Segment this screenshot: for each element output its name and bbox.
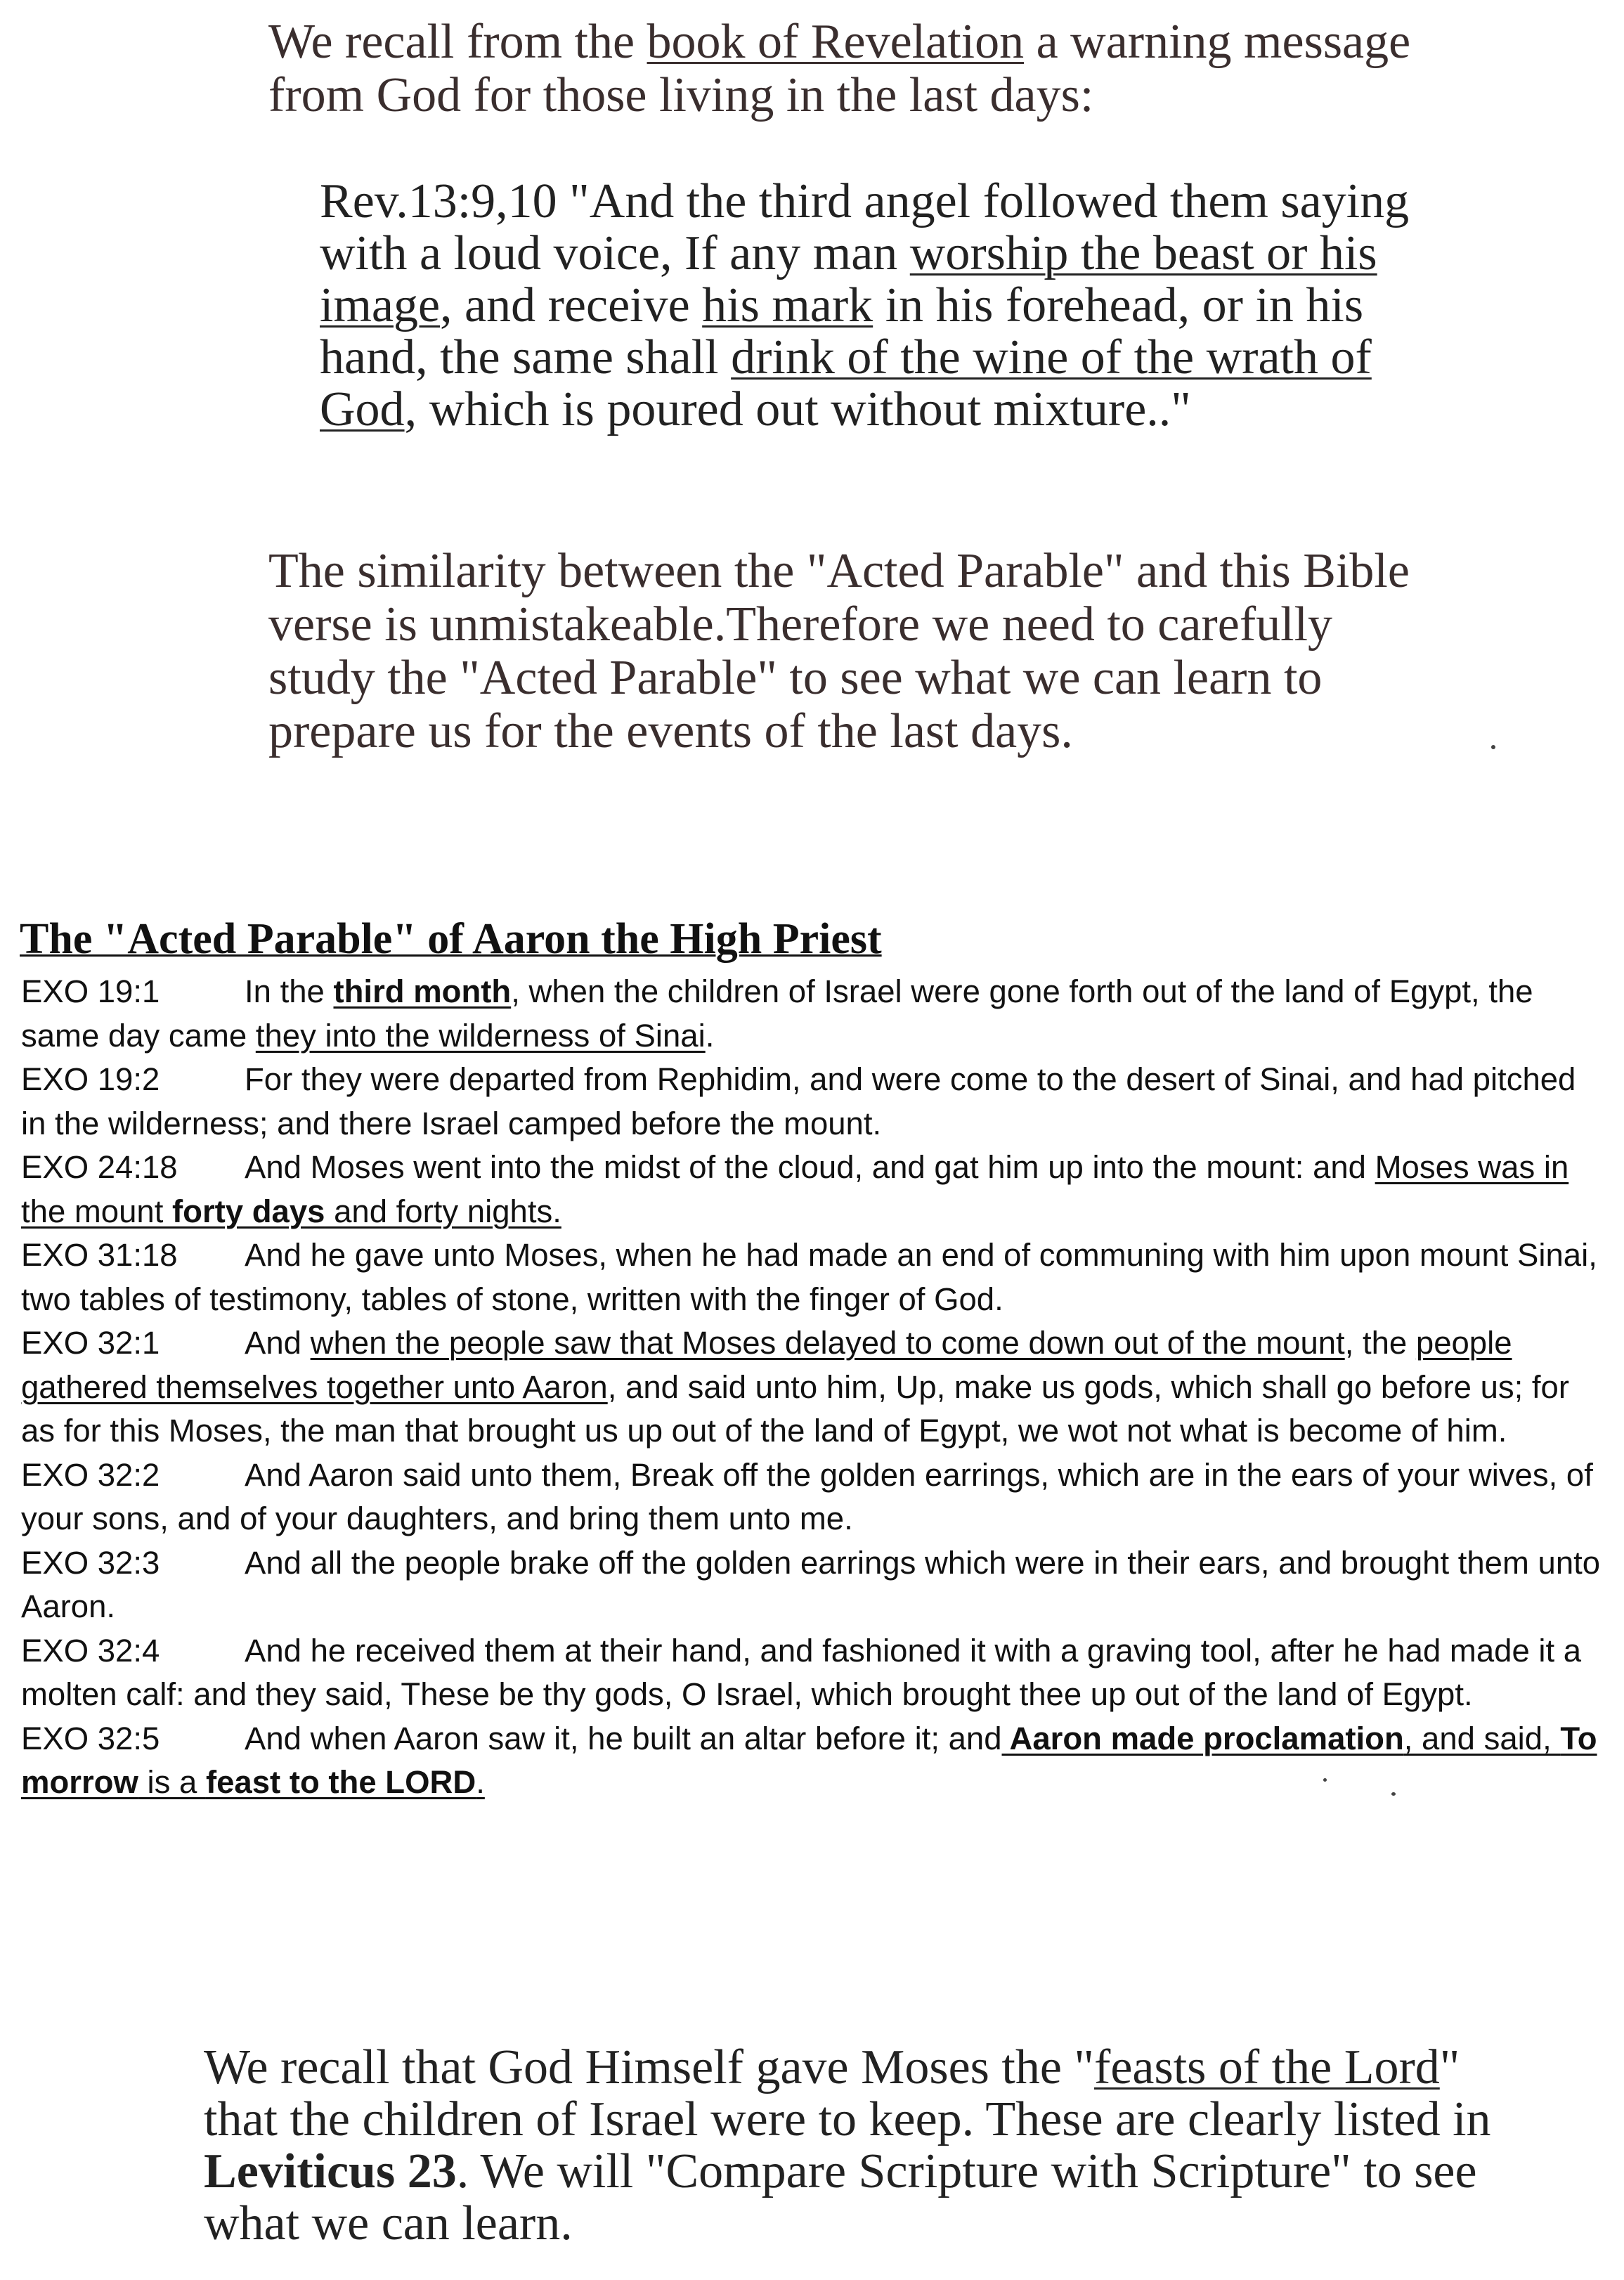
verse-ref: EXO 24:18 (21, 1149, 178, 1185)
scan-speck (1323, 1778, 1327, 1782)
book-of-revelation-link: book of Revelation (647, 15, 1025, 69)
verse-ref: EXO 31:18 (21, 1237, 178, 1273)
emphasis-forty-days: forty days (172, 1193, 325, 1229)
emphasis-feast-to-the-lord: feast to the LORD (205, 1764, 476, 1800)
verse-item: EXO 24:18 And Moses went into the midst of the cloud, and gat him up into the mount: and Moses was in the mount forty days and forty nights. (21, 1146, 1602, 1233)
verse-text: And he gave unto Moses, when he had made an end of communing with him upon mount Sinai, two tables of testimony, tables of stone, written with the finger of God. (21, 1237, 1597, 1317)
verse-ref: EXO 32:4 (21, 1632, 160, 1669)
quote-underline-worship: worship the beast or his image (320, 226, 1377, 332)
leviticus-reference: Leviticus 23 (204, 2144, 457, 2198)
revelation-quote (320, 176, 1416, 436)
verse-text: And Aaron said unto them, Break off the golden earrings, which are in the ears of your wives, of your sons, and of your daughters, and bring them unto me. (21, 1456, 1593, 1536)
verse-ref: EXO 32:5 (21, 1720, 160, 1756)
section-heading: The "Acted Parable" of Aaron the High Priest (20, 915, 882, 963)
quote-part-4: , which is poured out without mixture.." (404, 382, 1191, 436)
quote-part-1: Rev.13:9,10 "And the third angel followed them saying with a loud voice, If any man (320, 174, 1410, 280)
quote-part-3: in his forehead, or in his hand, the same shall (320, 278, 1364, 384)
intro-paragraph (268, 15, 1421, 122)
verse-item: EXO 32:1 And when the people saw that Moses delayed to come down out of the mount, the people gathered themselves together unto Aaron, and said unto him, Up, make us gods, which shall go before us; for as for this Moses, the man that brought us up out of the land of Egypt, we wot not what is become of him. (21, 1321, 1602, 1453)
intro-text-end: a warning message from God for those living in the last days: (268, 15, 1411, 122)
verse-ref: EXO 19:2 (21, 1061, 160, 1097)
closing-paragraph: We recall that God Himself gave Moses the "feasts of the Lord" that the children of Israel were to keep. These are clearly listed in Leviticus 23. We will "Compare Scripture with Scripture" to see what we can learn. (204, 2040, 1491, 2250)
underline-aaron-proclamation: Aaron made proclamation, and said, To morrow is a feast to the LORD. (21, 1720, 1597, 1800)
quote-underline-wrath: drink of the wine of the wrath of God (320, 330, 1372, 436)
emphasis-third-month: third month (333, 973, 512, 1009)
verse-item: EXO 19:1 In the third month, when the children of Israel were gone forth out of the land of Egypt, the same day came they into the wilderness of Sinai. (21, 970, 1602, 1058)
feasts-of-the-lord-link: feasts of the Lord (1094, 2040, 1440, 2094)
verse-ref: EXO 32:2 (21, 1456, 160, 1493)
intro-text-start: We recall from the (268, 15, 647, 69)
underline-wilderness-of-sinai: they into the wilderness of Sinai (255, 1017, 706, 1054)
underline-moses-in-mount: Moses was in the mount forty days and forty nights. (21, 1149, 1569, 1229)
underline-moses-delayed: when the people saw that Moses delayed to come down out of the mount (310, 1325, 1345, 1361)
quote-underline-mark: his mark (702, 278, 873, 332)
verse-item (21, 1453, 1602, 1541)
similarity-paragraph: The similarity between the "Acted Parable" and this Bible verse is unmistakeable.Therefore we need to carefully study the "Acted Parable" to see what we can learn to prepare us for the events of the last days. (268, 544, 1410, 758)
verse-text: And all the people brake off the golden earrings which were in their ears, and brought them unto Aaron. (21, 1544, 1601, 1624)
quote-part-2: , and receive (440, 278, 703, 332)
scan-speck (1491, 745, 1495, 749)
verse-text: And he received them at their hand, and fashioned it with a graving tool, after he had made it a molten calf: and they said, These be thy gods, O Israel, which brought thee up out of the land of Egypt. (21, 1632, 1582, 1712)
verse-item (21, 1629, 1602, 1717)
scan-speck (1391, 1792, 1396, 1796)
verse-ref: EXO 32:3 (21, 1544, 160, 1581)
emphasis-to-morrow: To morrow (21, 1720, 1597, 1800)
verse-item (21, 1541, 1602, 1629)
verse-item: EXO 32:5 And when Aaron saw it, he built an altar before it; and Aaron made proclamation, and said, To morrow is a feast to the LORD. (21, 1717, 1602, 1805)
underline-people-gathered: people gathered themselves together unto Aaron (21, 1325, 1512, 1405)
verse-item (21, 1233, 1602, 1321)
verse-text: For they were departed from Rephidim, and were come to the desert of Sinai, and had pitched in the wilderness; and there Israel camped before the mount. (21, 1061, 1576, 1141)
verse-item (21, 1058, 1602, 1146)
verse-ref: EXO 32:1 (21, 1325, 160, 1361)
verse-ref: EXO 19:1 (21, 973, 160, 1009)
verse-list (21, 970, 1602, 1805)
